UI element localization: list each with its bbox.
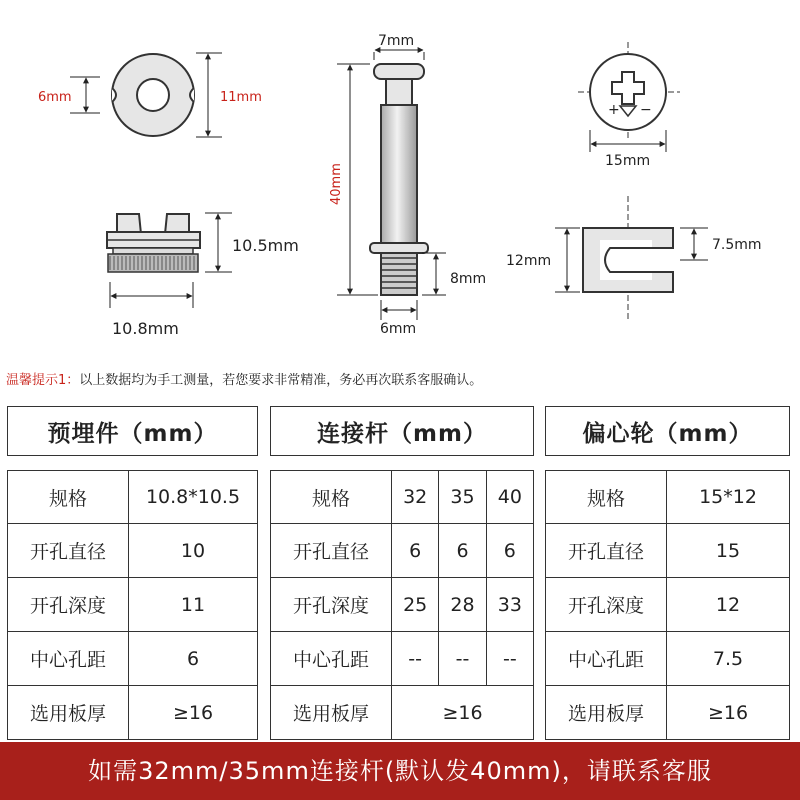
rod-cell: 6 [439,524,486,578]
contact-banner: 如需32mm/35mm连接杆(默认发40mm)，请联系客服 [0,742,800,800]
rod-length-dim: 40mm [329,163,344,205]
rod-thread-dim: 8mm [450,271,487,287]
cam-row-value: ≥16 [667,686,790,740]
measurement-tip [6,369,482,388]
rod-row-label: 开孔深度 [271,578,392,632]
rod-row-label: 选用板厚 [271,686,392,740]
rod-head-dim: 7mm [378,33,415,49]
cam-dia-dim: 15mm [605,153,651,169]
rod-cell: -- [486,632,533,686]
rod-cell: 6 [486,524,533,578]
cam-height-dim: 12mm [506,253,552,269]
insert-row-value: ≥16 [129,686,258,740]
rod-thread-dia-dim: 6mm [380,321,417,337]
insert-top-view [70,53,222,137]
rod-cell: 40 [486,471,533,524]
tip-text: 以上数据均为手工测量，若您要求非常精准，务必再次联系客服确认。 [79,373,483,388]
rod-cell: -- [439,632,486,686]
cam-minus-icon: − [640,102,652,118]
rod-spec-table [270,406,534,740]
insert-width-dim: 10.8mm [112,319,179,338]
cam-row-label: 开孔深度 [546,578,667,632]
insert-outer-dim: 11mm [220,90,262,105]
insert-row-label: 开孔深度 [8,578,129,632]
cam-plus-icon: + [608,102,620,118]
insert-row-label: 开孔直径 [8,524,129,578]
insert-row-value: 10 [129,524,258,578]
cam-row-value: 7.5 [667,632,790,686]
cam-row-value: 12 [667,578,790,632]
insert-height-dim: 10.5mm [232,236,299,255]
cam-row-label: 选用板厚 [546,686,667,740]
rod-row-label: 中心孔距 [271,632,392,686]
rod-cell: 25 [392,578,439,632]
cam-spec-table [545,406,790,740]
cam-table-title: 偏心轮（mm） [546,407,790,456]
insert-hole-dim: 6mm [38,90,72,105]
technical-drawings [0,0,800,360]
cam-side-view [555,196,708,322]
insert-row-label: 规格 [8,471,129,524]
insert-table-title: 预埋件（mm） [8,407,258,456]
rod-row-value: ≥16 [392,686,534,740]
connecting-rod [337,50,446,320]
cam-row-label: 中心孔距 [546,632,667,686]
rod-cell: 33 [486,578,533,632]
insert-row-label: 选用板厚 [8,686,129,740]
insert-row-value: 10.8*10.5 [129,471,258,524]
rod-cell: -- [392,632,439,686]
rod-cell: 6 [392,524,439,578]
rod-table-title: 连接杆（mm） [271,407,534,456]
tip-label: 温馨提示1： [6,373,80,388]
rod-cell: 28 [439,578,486,632]
insert-spec-table [7,406,258,740]
cam-row-label: 开孔直径 [546,524,667,578]
insert-side-view [107,213,232,308]
rod-row-label: 开孔直径 [271,524,392,578]
cam-offset-dim: 7.5mm [712,237,762,253]
rod-row-label: 规格 [271,471,392,524]
cam-row-value: 15 [667,524,790,578]
rod-cell: 35 [439,471,486,524]
insert-row-value: 11 [129,578,258,632]
cam-row-value: 15*12 [667,471,790,524]
insert-row-label: 中心孔距 [8,632,129,686]
rod-cell: 32 [392,471,439,524]
insert-row-value: 6 [129,632,258,686]
cam-row-label: 规格 [546,471,667,524]
cam-top-view [578,42,680,152]
